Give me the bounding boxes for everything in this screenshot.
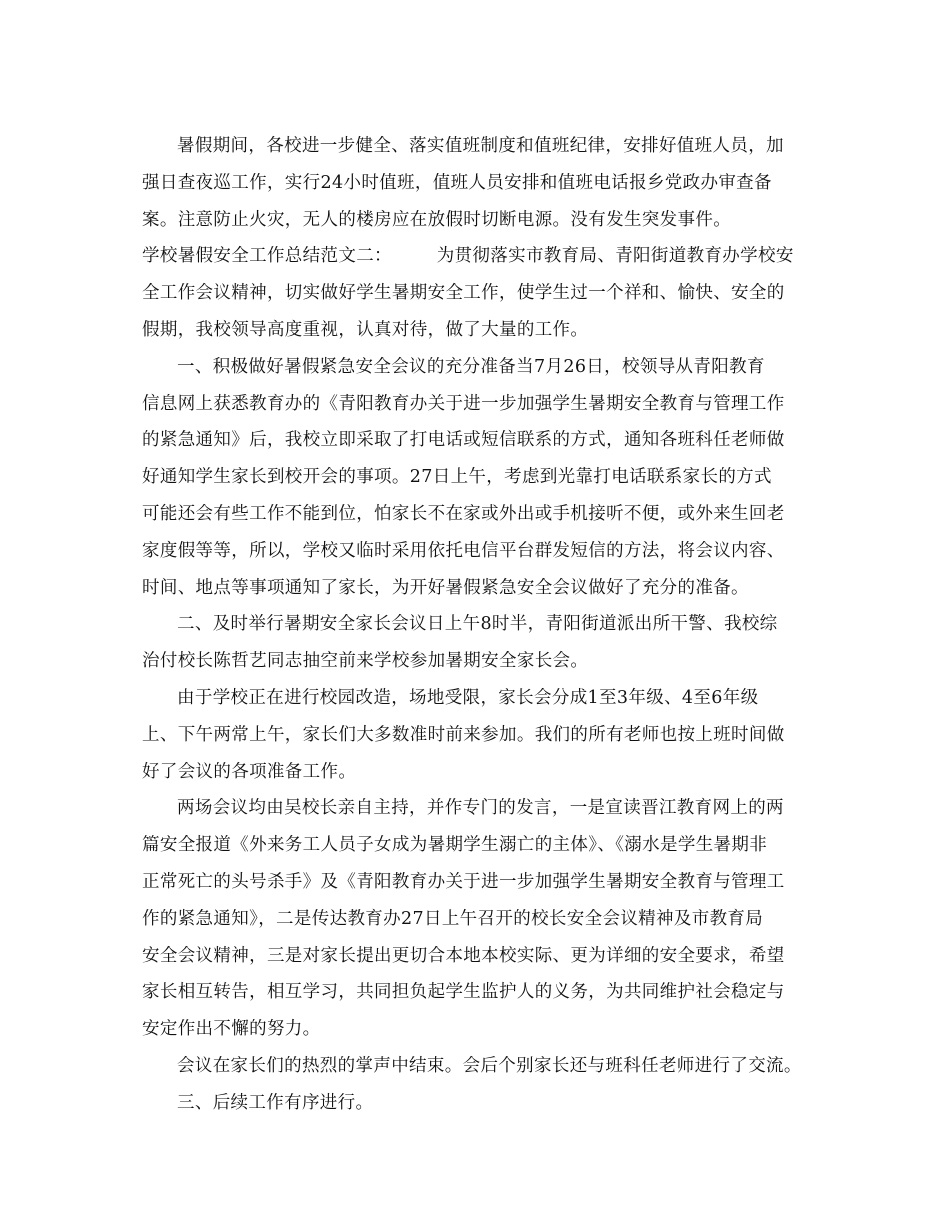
document-body [142, 128, 812, 1122]
text-line: 案。注意防止火灾，无人的楼房应在放假时切断电源。没有发生突发事件。 [142, 209, 732, 230]
text-line: 二、及时举行暑期安全家长会议日上午8时半，青阳街道派出所干警、我校综 [177, 614, 778, 635]
text-line: 作的紧急通知》，二是传达教育办27日上午召开的校长安全会议精神及市教育局 [142, 908, 764, 929]
text-line: 可能还会有些工作不能到位，怕家长不在家或外出或手机接听不便，或外来生回老 [142, 503, 785, 524]
text-line: 会议在家长们的热烈的掌声中结束。会后个别家长还与班科任老师进行了交流。 [177, 1055, 802, 1076]
text-line: 的紧急通知》后，我校立即采取了打电话或短信联系的方式，通知各班科任老师做 [142, 430, 785, 451]
text-line: 假期，我校领导高度重视，认真对待，做了大量的工作。 [142, 319, 589, 340]
text-line: 治付校长陈哲艺同志抽空前来学校参加暑期安全家长会。 [142, 651, 589, 672]
text-line: 好通知学生家长到校开会的事项。27日上午，考虑到光靠打电话联系家长的方式 [142, 467, 772, 488]
text-line: 信息网上获悉教育办的《青阳教育办关于进一步加强学生暑期安全教育与管理工作 [142, 393, 785, 414]
section-heading-line: 学校暑假安全工作总结范文二： 为贯彻落实市教育局、青阳街道教育办学校安 [142, 246, 794, 267]
text-line: 正常死亡的头号杀手》及《青阳教育办关于进一步加强学生暑期安全教育与管理工 [142, 871, 785, 892]
text-line: 暑假期间，各校进一步健全、落实值班制度和值班纪律，安排好值班人员，加 [177, 136, 784, 156]
text-line: 好了会议的各项准备工作。 [142, 761, 357, 782]
text-line: 强日查夜巡工作，实行24小时值班，值班人员安排和值班电话报乡党政办审查备 [142, 172, 772, 193]
text-line: 安全会议精神，三是对家长提出更切合本地本校实际、更为详细的安全要求，希望 [142, 945, 785, 966]
text-line: 时间、地点等事项通知了家长，为开好暑假紧急安全会议做好了充分的准备。 [142, 577, 749, 598]
text-line: 一、积极做好暑假紧急安全会议的充分准备当7月26日，校领导从青阳教育 [177, 356, 765, 377]
text-line: 三、后续工作有序进行。 [177, 1092, 374, 1113]
text-line: 上、下午两常上午，家长们大多数准时前来参加。我们的所有老师也按上班时间做 [142, 724, 785, 745]
text-line: 安定作出不懈的努力。 [142, 1019, 321, 1040]
text-line: 家长相互转告，相互学习，共同担负起学生监护人的义务，为共同维护社会稳定与 [142, 982, 785, 1003]
text-line: 两场会议均由吴校长亲自主持，并作专门的发言，一是宣读晋江教育网上的两 [177, 798, 784, 819]
text-line: 全工作会议精神，切实做好学生暑期安全工作，使学生过一个祥和、愉快、安全的 [142, 283, 785, 304]
text-line: 由于学校正在进行校园改造，场地受限，家长会分成1至3年级、4至6年级 [177, 687, 759, 708]
text-line: 篇安全报道《外来务工人员子女成为暑期学生溺亡的主体》、《溺水是学生暑期非 [142, 835, 768, 856]
text-line: 家度假等等，所以，学校又临时采用依托电信平台群发短信的方法，将会议内容、 [142, 540, 785, 561]
